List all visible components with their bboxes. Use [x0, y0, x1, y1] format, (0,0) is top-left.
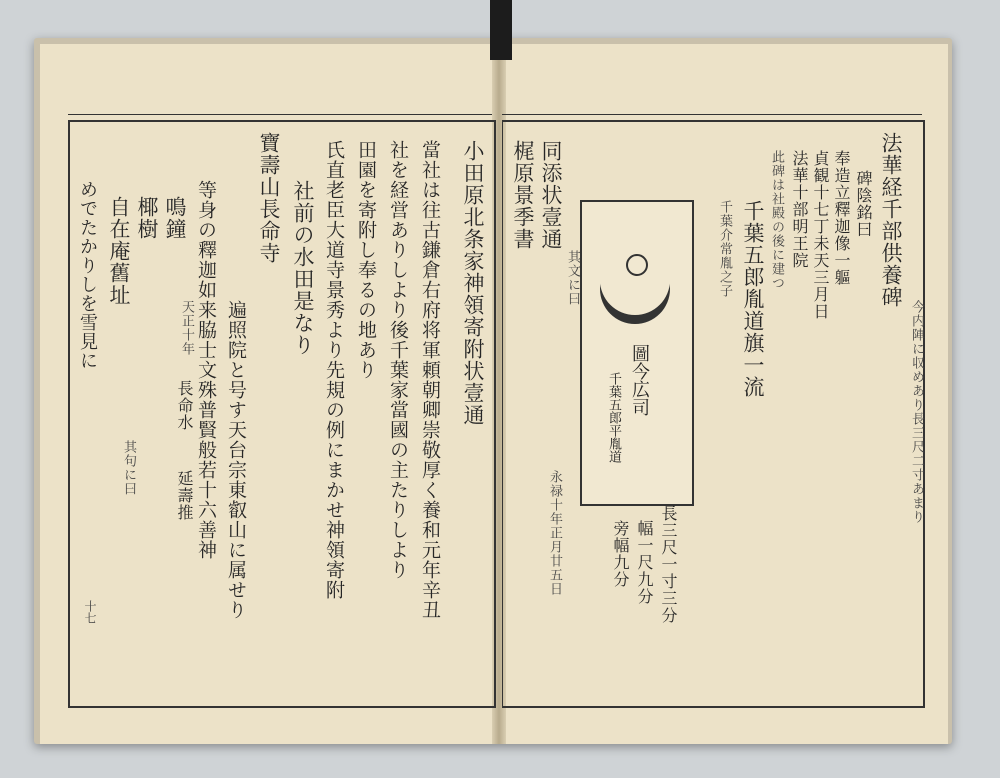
right-col-6: 千葉五郎胤道旗一流 [741, 200, 765, 398]
right-col-8: 梶原景季書 [511, 140, 535, 250]
left-col-8: 遍照院と号す天台宗東叡山に属せり [225, 300, 247, 620]
left-col-12: 自在庵舊址 [107, 196, 131, 306]
right-col-4: 貞観十七丁未天三月日 [811, 150, 830, 320]
seal-dimension-3: 旁幅九分 [611, 520, 630, 588]
right-col-1: 法華経千部供養碑 [879, 132, 903, 308]
right-note-4: 其文に曰 [565, 250, 580, 306]
left-col-3: 社を経営ありしより後千葉家當國の主たりしより [387, 140, 409, 580]
left-note-4: 其句に曰 [121, 440, 136, 496]
left-col-2: 當社は往古鎌倉右府将軍頼朝卿崇敬厚く養和元年辛丑 [419, 140, 441, 620]
seal-caption: 圖今広司 [629, 344, 650, 416]
right-col-3: 奉造立釋迦像一軀 [832, 150, 851, 286]
binding-strip [490, 0, 512, 60]
left-top-rule [68, 114, 492, 115]
left-col-5: 氏直老臣大道寺景秀より先規の例にまかせ神領寄附 [323, 140, 345, 600]
right-note-5: 永禄十年正月廿五日 [547, 470, 562, 596]
seal-crescent [600, 254, 670, 324]
left-col-11: 椰樹 [135, 196, 159, 240]
left-note-1: 天正十年 [179, 300, 194, 356]
right-top-rule [502, 114, 922, 115]
left-col-6: 社前の水田是なり [291, 180, 315, 356]
left-col-13: めでたかりしを雪見に [77, 180, 98, 370]
seal-signature: 千葉五郎平胤道 [606, 372, 621, 463]
right-col-7: 同添状壹通 [539, 140, 563, 250]
left-note-3: 延壽推 [175, 470, 194, 521]
seal-illustration [580, 200, 694, 506]
folio-number: 十七 [83, 600, 97, 624]
left-note-2: 長命水 [175, 380, 194, 431]
seal-dimension-1: 長三尺一寸三分 [659, 505, 678, 624]
seal-dimension-2: 幅一尺九分 [635, 520, 654, 605]
left-col-4: 田園を寄附し奉るの地あり [355, 140, 377, 380]
left-col-7: 寶壽山長命寺 [257, 132, 281, 264]
right-col-2: 碑陰銘曰 [854, 170, 873, 238]
right-note-1: 今内陣に収めあり長三尺二寸あまり [909, 300, 924, 524]
left-col-9: 等身の釋迦如来脇士文殊普賢般若十六善神 [195, 180, 217, 560]
left-col-10: 鳴鐘 [163, 196, 187, 240]
left-col-1: 小田原北条家神領寄附状壹通 [461, 140, 485, 426]
right-col-5: 法華十部明王院 [790, 150, 809, 269]
right-note-3: 千葉介常胤之子 [717, 200, 732, 298]
right-note-2: 此碑は社殿の後に建つ [769, 150, 784, 290]
